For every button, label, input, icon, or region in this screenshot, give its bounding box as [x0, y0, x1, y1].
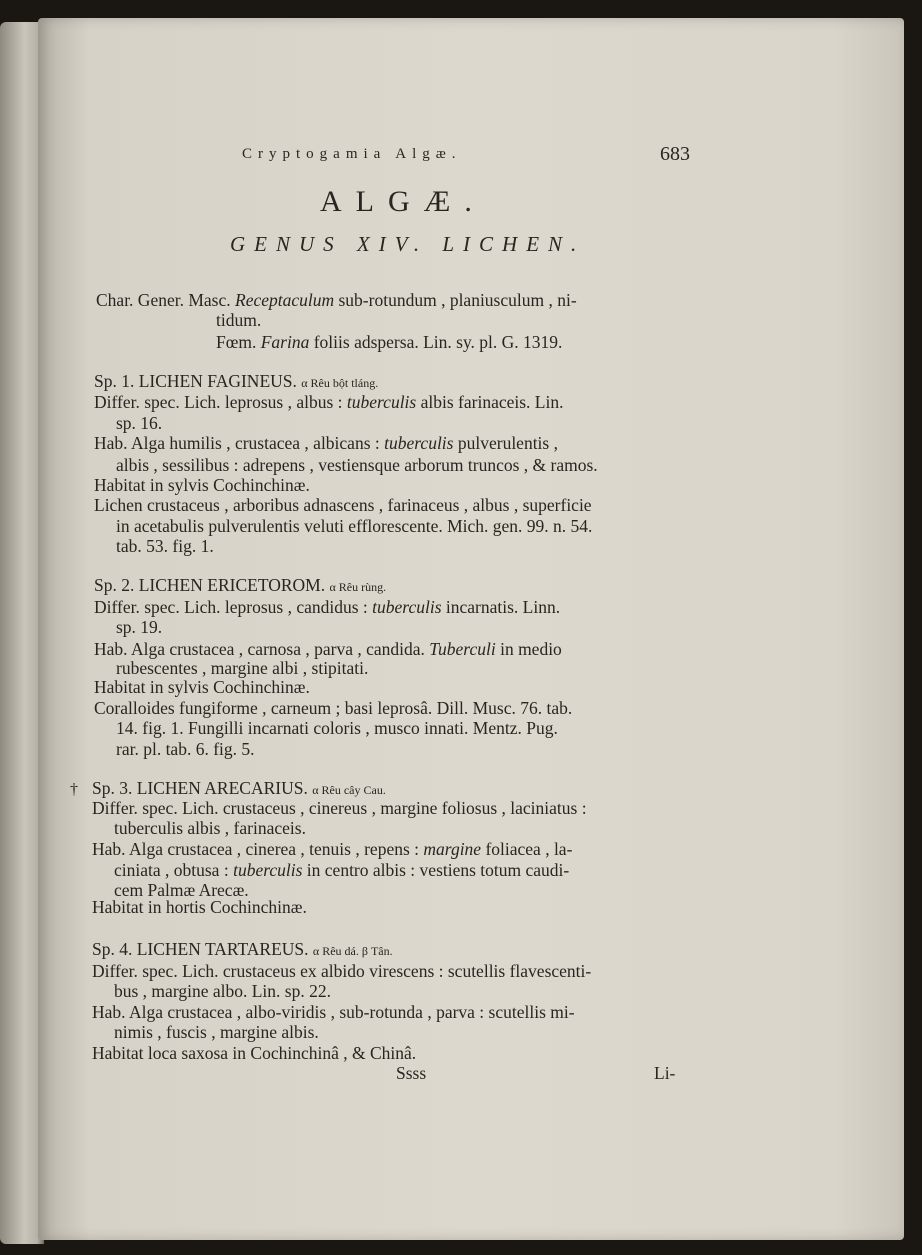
- sp1-vernacular: α Rêu bột tláng.: [301, 376, 379, 390]
- sp2-hab-1: [94, 639, 562, 659]
- char-line-2: tidum.: [216, 310, 262, 330]
- sp2-differ-text: Differ. spec. Lich. leprosus , candidus :: [94, 597, 368, 617]
- page-number: 683: [660, 143, 690, 165]
- sp1-hab-rest: pulverulentis ,: [457, 433, 558, 453]
- char-line-3: [216, 332, 562, 352]
- sp1-differ-2: sp. 16.: [116, 413, 163, 433]
- sp4-hab-1: Hab. Alga crustacea , albo-viridis , sub-rotunda , parva : scutellis mi-: [92, 1002, 575, 1022]
- sp3-hab-rest: foliacea , la-: [485, 839, 573, 859]
- sp2-title: Sp. 2. LICHEN ERICETOROM.: [94, 575, 326, 595]
- sp4-habitat: Habitat loca saxosa in Cochinchinâ , & Chinâ.: [92, 1043, 417, 1063]
- dagger-mark: †: [70, 781, 78, 798]
- sp4-differ-2: bus , margine albo. Lin. sp. 22.: [114, 981, 331, 1001]
- signature-mark: Ssss: [396, 1063, 427, 1083]
- sp2-syn-1: Coralloides fungiforme , carneum ; basi leprosâ. Dill. Musc. 76. tab.: [94, 698, 573, 718]
- catchword: Li-: [654, 1063, 676, 1083]
- sp2-vernacular: α Rêu rùng.: [329, 580, 387, 594]
- char-label: Char. Gener. Masc.: [96, 290, 231, 310]
- sp3-vernacular: α Rêu cây Cau.: [312, 783, 386, 797]
- sp3-heading: [92, 778, 386, 800]
- sp4-title: Sp. 4. LICHEN TARTAREUS.: [92, 939, 309, 959]
- sp2-heading: [94, 575, 386, 597]
- sp4-heading: [92, 939, 393, 961]
- char-text: sub-rotundum , planiusculum , ni-: [338, 290, 577, 310]
- sp1-hab-1: [94, 433, 558, 453]
- sp1-hab-italic: tuberculis: [384, 433, 454, 453]
- sp2-hab-text: Hab. Alga crustacea , carnosa , parva , candida.: [94, 639, 425, 659]
- sp1-differ-rest: albis farinaceis. Lin.: [420, 392, 564, 412]
- sp3-hab2-italic: tuberculis: [233, 860, 303, 880]
- sp1-heading: [94, 371, 378, 393]
- sp2-differ-italic: tuberculis: [372, 597, 442, 617]
- sp2-differ-1: [94, 597, 560, 617]
- sp2-syn-2: 14. fig. 1. Fungilli incarnati coloris , musco innati. Mentz. Pug.: [116, 718, 558, 738]
- char-line-1: [96, 290, 577, 310]
- sp2-hab-2: rubescentes , margine albi , stipitati.: [116, 658, 369, 678]
- char-italic: Receptaculum: [235, 290, 335, 310]
- sp4-differ-1: Differ. spec. Lich. crustaceus ex albido virescens : scutellis flavescenti-: [92, 961, 592, 981]
- sp3-hab-1: [92, 839, 572, 859]
- sp1-syn-1: Lichen crustaceus , arboribus adnascens , farinaceus , albus , superficie: [94, 495, 592, 515]
- running-head: Cryptogamia Algæ.: [242, 146, 462, 162]
- sp3-hab-italic: margine: [423, 839, 482, 859]
- sp3-hab2-text: ciniata , obtusa :: [114, 860, 229, 880]
- char-italic-farina: Farina: [260, 332, 310, 352]
- page-text: [38, 18, 904, 1240]
- sp3-title: Sp. 3. LICHEN ARECARIUS.: [92, 778, 308, 798]
- sp3-hab2-rest: in centro albis : vestiens totum caudi-: [306, 860, 570, 880]
- sp1-hab-text: Hab. Alga humilis , crustacea , albicans :: [94, 433, 380, 453]
- sp1-syn-3: tab. 53. fig. 1.: [116, 536, 214, 556]
- sp3-differ-1: Differ. spec. Lich. crustaceus , cinereus , margine foliosus , laciniatus :: [92, 798, 587, 818]
- sp3-differ-2: tuberculis albis , farinaceis.: [114, 818, 306, 838]
- sp2-syn-3: rar. pl. tab. 6. fig. 5.: [116, 739, 255, 759]
- genus-heading: GENUS XIV. LICHEN.: [230, 232, 586, 256]
- sp1-hab-2: albis , sessilibus : adrepens , vestiensque arborum truncos , & ramos.: [116, 455, 598, 475]
- sp2-differ-rest: incarnatis. Linn.: [445, 597, 561, 617]
- sp1-syn-2: in acetabulis pulverulentis veluti efflorescente. Mich. gen. 99. n. 54.: [116, 516, 593, 536]
- section-title: ALGÆ.: [320, 185, 486, 218]
- sp3-hab-text: Hab. Alga crustacea , cinerea , tenuis , repens :: [92, 839, 420, 859]
- sp3-habitat: Habitat in hortis Cochinchinæ.: [92, 897, 307, 917]
- sp3-hab-2: [114, 860, 569, 880]
- sp2-hab-rest: in medio: [500, 639, 562, 659]
- char-label-foem: Fœm.: [216, 332, 257, 352]
- sp1-habitat: Habitat in sylvis Cochinchinæ.: [94, 475, 310, 495]
- sp2-hab-italic: Tuberculi: [429, 639, 496, 659]
- sp1-differ-italic: tuberculis: [346, 392, 417, 412]
- sp2-habitat: Habitat in sylvis Cochinchinæ.: [94, 677, 310, 697]
- sp4-hab-2: nimis , fuscis , margine albis.: [114, 1022, 319, 1042]
- sp1-differ-1: [94, 392, 563, 412]
- sp4-vernacular: α Rêu dá. β Tân.: [312, 944, 393, 958]
- sp2-differ-2: sp. 19.: [116, 617, 163, 637]
- sp3-hab-3: cem Palmæ Arecæ.: [114, 880, 249, 900]
- sp1-title: Sp. 1. LICHEN FAGINEUS.: [94, 371, 297, 391]
- book-page: [38, 18, 904, 1240]
- char-text-foem: foliis adspersa. Lin. sy. pl. G. 1319.: [313, 332, 563, 352]
- sp1-differ-text: Differ. spec. Lich. leprosus , albus :: [94, 392, 343, 412]
